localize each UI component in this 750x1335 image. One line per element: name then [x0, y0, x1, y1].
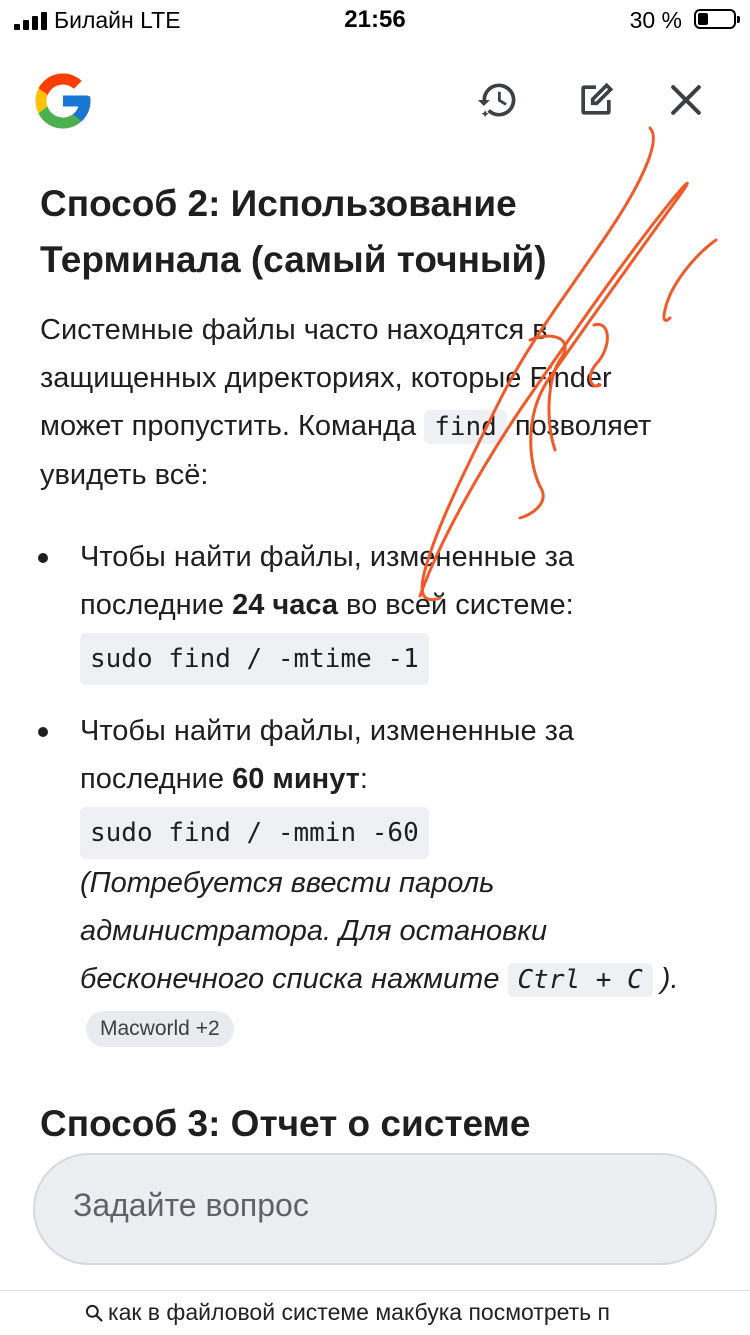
section-2-title: Способ 2: Использование Терминала (самый точный) — [40, 183, 547, 280]
intro-paragraph — [40, 306, 700, 499]
status-bar — [0, 0, 750, 40]
google-logo — [30, 68, 96, 134]
bullet-text: Чтобы найти файлы, измененные за последние — [80, 715, 575, 795]
history-icon — [476, 78, 520, 122]
bullet-bold: 60 минут — [232, 763, 360, 795]
query-text-row — [84, 1299, 670, 1326]
search-icon — [84, 1303, 104, 1323]
intro-text: Системные файлы часто находятся в защищенных директориях, которые Finder может пропустить. Команда — [40, 314, 612, 442]
history-button[interactable] — [474, 76, 522, 124]
query-text: как в файловой системе макбука посмотреть п — [108, 1299, 611, 1325]
section-3-title: Способ 3: Отчет о системе — [40, 1103, 531, 1144]
intro-text-end: позволяет увидеть всё: — [40, 410, 652, 491]
bullet-text: Чтобы найти файлы, измененные за последние — [80, 541, 575, 621]
close-button[interactable] — [662, 76, 710, 124]
close-icon — [664, 78, 708, 122]
new-chat-button[interactable] — [572, 76, 620, 124]
bullet-text-end: во всей системе: — [337, 589, 574, 621]
list-item — [40, 533, 700, 685]
bullet-dot — [38, 727, 48, 737]
edit-icon — [574, 78, 618, 122]
note-text — [80, 867, 679, 995]
battery-percent: 30 % — [629, 7, 682, 33]
code-command: sudo find / -mtime -1 — [80, 633, 429, 685]
code-command: sudo find / -mmin -60 — [80, 807, 429, 859]
note-text-start: (Потребуется ввести пароль администратора. Для остановки бесконечного списка нажмите — [80, 867, 548, 995]
inline-code-find: find — [424, 410, 507, 444]
clock: 21:56 — [344, 6, 406, 33]
carrier-label: Билайн LTE — [54, 7, 181, 33]
ask-placeholder: Задайте вопрос — [73, 1187, 309, 1223]
battery-icon — [694, 9, 736, 29]
list-item — [40, 707, 700, 1052]
query-bar[interactable] — [0, 1290, 750, 1335]
note-text-end: ). — [652, 963, 679, 995]
source-chip[interactable]: Macworld +2 — [86, 1011, 234, 1047]
inline-code-ctrl-c: Ctrl + C — [508, 963, 653, 997]
bullet-text-end: : — [359, 763, 368, 795]
bullet-dot — [38, 553, 48, 563]
bullet-list — [40, 533, 700, 1052]
ask-input[interactable] — [33, 1153, 717, 1265]
answer-content — [40, 176, 700, 1152]
bullet-bold: 24 часа — [232, 589, 338, 621]
